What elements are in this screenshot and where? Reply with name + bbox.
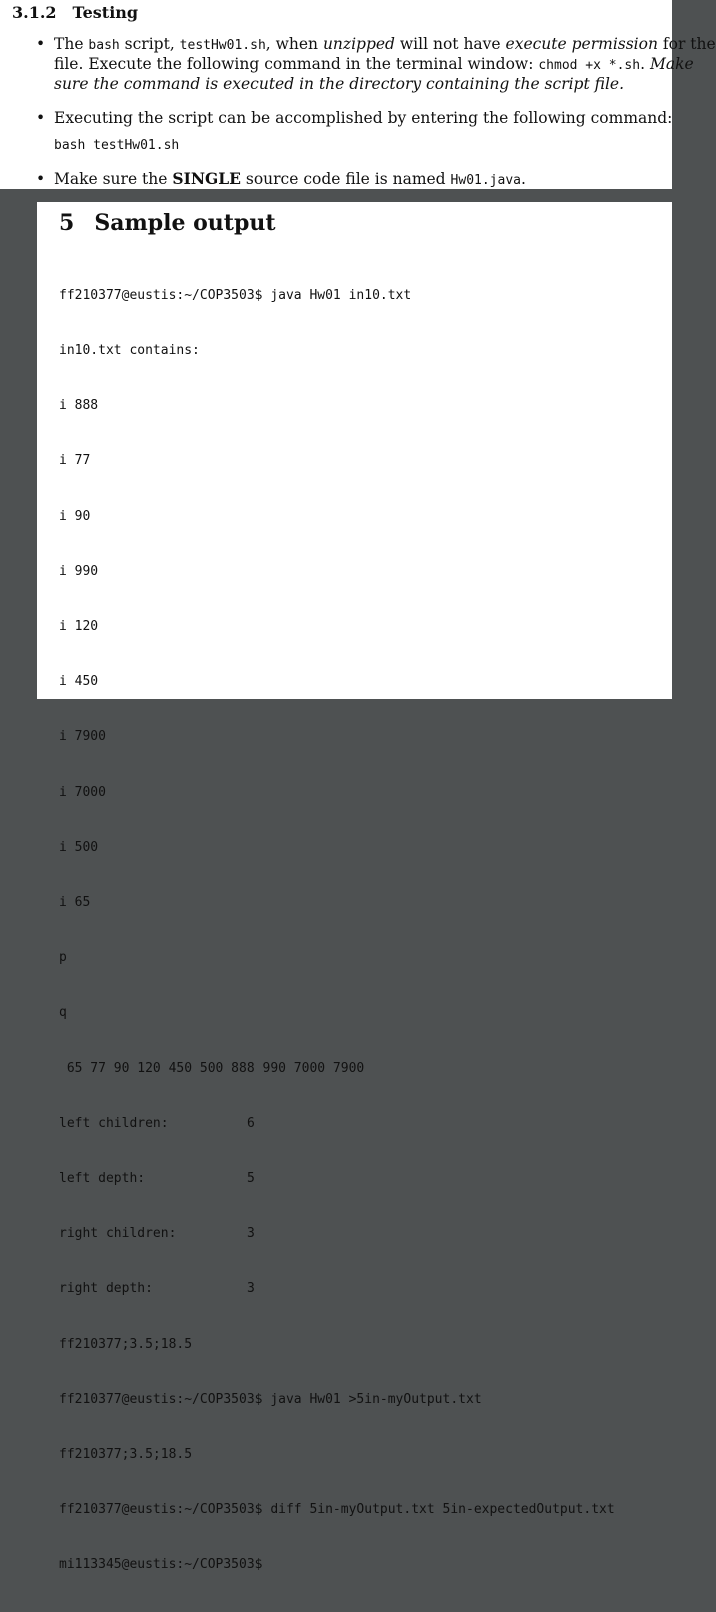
terminal-line: ff210377@eustis:~/COP3503$ java Hw01 in10.txt — [59, 287, 412, 303]
terminal-line: i 990 — [59, 563, 99, 579]
terminal-line: mi113345@eustis:~/COP3503$ — [59, 1557, 263, 1573]
subsection-title: Testing — [72, 3, 139, 22]
code-script-name: testHw01.sh — [179, 38, 266, 53]
section-title: Sample output — [94, 210, 276, 236]
terminal-line: i 65 — [59, 895, 91, 911]
terminal-line: in10.txt contains: — [59, 343, 200, 359]
stat-row — [59, 1170, 615, 1188]
terminal-line: q — [59, 1005, 67, 1021]
terminal-line: i 120 — [59, 619, 99, 635]
terminal-line: i 500 — [59, 839, 99, 855]
bullet-dot-icon: • — [36, 109, 46, 127]
stat-row — [59, 1115, 615, 1133]
stat-row — [59, 1225, 615, 1243]
terminal-line: 65 77 90 120 450 500 888 990 7000 7900 — [59, 1060, 365, 1076]
stat-value: 5 — [247, 1171, 255, 1187]
bullet-execute-permission: • The bash script, testHw01.sh, when unzipped will not have execute permission for the — [36, 35, 716, 53]
subsection-heading — [12, 3, 138, 22]
stat-label: right children: — [59, 1226, 177, 1242]
section-number: 5 — [59, 210, 75, 236]
terminal-line: ff210377;3.5;18.5 — [59, 1336, 193, 1352]
terminal-line: ff210377@eustis:~/COP3503$ diff 5in-myOutput.txt 5in-expectedOutput.txt — [59, 1502, 615, 1518]
bullet1-line3: sure the command is executed in the directory containing the script file. — [54, 75, 625, 93]
bullet-dot-icon: • — [36, 35, 46, 53]
run-command: bash testHw01.sh — [54, 138, 180, 153]
terminal-line: i 77 — [59, 453, 91, 469]
section-heading — [59, 210, 276, 236]
stat-label: left children: — [59, 1115, 169, 1131]
subsection-number: 3.1.2 — [12, 3, 57, 22]
code-bash: bash — [88, 38, 120, 53]
bullet-single-source: • Make sure the SINGLE source code file is named Hw01.java. — [36, 169, 526, 188]
stat-row — [59, 1280, 615, 1298]
stat-value: 6 — [247, 1115, 255, 1131]
terminal-output — [59, 250, 615, 1612]
bullet-run-script: • Executing the script can be accomplished by entering the following command: — [36, 109, 673, 127]
terminal-line: i 450 — [59, 674, 99, 690]
stat-label: left depth: — [59, 1171, 146, 1187]
bullet1-line2: file. Execute the following command in the terminal window: chmod +x *.sh. Make — [54, 55, 694, 73]
terminal-line: ff210377;3.5;18.5 — [59, 1447, 193, 1463]
terminal-line: p — [59, 950, 67, 966]
stat-label: right depth: — [59, 1281, 153, 1297]
stat-value: 3 — [247, 1281, 255, 1297]
code-chmod: chmod +x *.sh — [538, 58, 641, 73]
terminal-line: i 888 — [59, 398, 99, 414]
stat-value: 3 — [247, 1226, 255, 1242]
terminal-line: i 7000 — [59, 784, 106, 800]
terminal-line: i 90 — [59, 508, 91, 524]
code-source-file: Hw01.java — [450, 173, 521, 188]
page-top — [0, 0, 716, 189]
terminal-line: i 7900 — [59, 729, 106, 745]
page-bottom — [37, 202, 672, 1573]
terminal-line: ff210377@eustis:~/COP3503$ java Hw01 >5in-myOutput.txt — [59, 1391, 482, 1407]
bullet-dot-icon: • — [36, 170, 46, 188]
